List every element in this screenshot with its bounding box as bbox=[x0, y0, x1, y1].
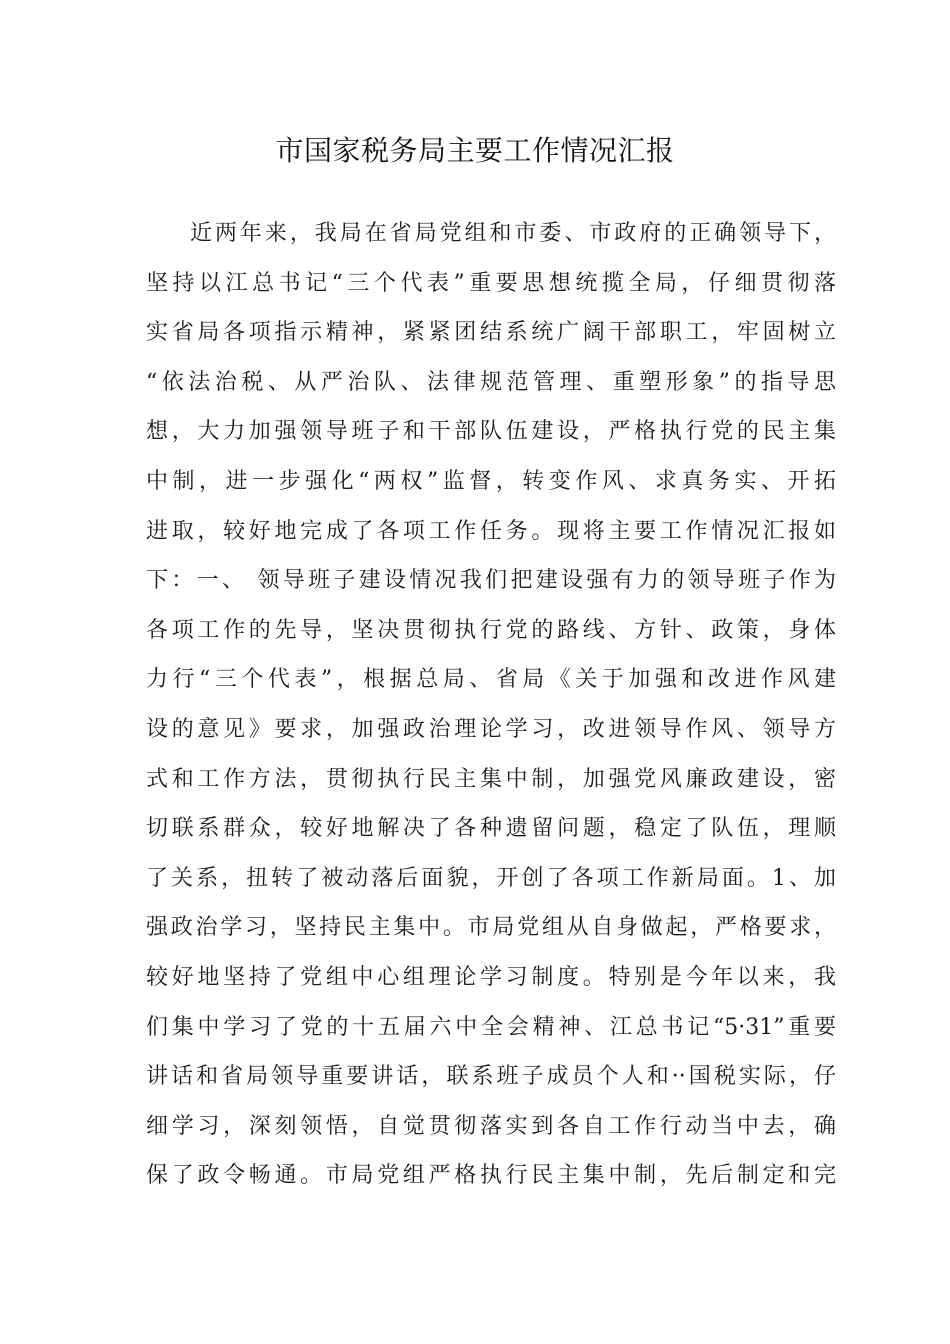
body-line: 实省局各项指示精神，紧紧团结系统广阔干部职工，牢固树立 bbox=[146, 320, 836, 346]
body-line: 力行“三个代表”，根据总局、省局《关于加强和改进作风建 bbox=[146, 667, 836, 693]
body-line: 下：一、 领导班子建设情况我们把建设强有力的领导班子作为 bbox=[146, 568, 836, 594]
body-line: 式和工作方法，贯彻执行民主集中制，加强党风廉政建设，密 bbox=[146, 766, 836, 792]
body-line: 细学习，深刻领悟，自觉贯彻落实到各自工作行动当中去，确 bbox=[146, 1113, 836, 1139]
body-line: 中制，进一步强化“两权”监督，转变作风、求真务实、开拓 bbox=[146, 468, 836, 494]
body-line: 强政治学习，坚持民主集中。市局党组从自身做起，严格要求， bbox=[146, 915, 836, 941]
body-line: 们集中学习了党的十五届六中全会精神、江总书记“5·31”重要 bbox=[146, 1014, 836, 1040]
body-line: “依法治税、从严治队、法律规范管理、重塑形象”的指导思 bbox=[146, 369, 836, 395]
body-line: 进取，较好地完成了各项工作任务。现将主要工作情况汇报如 bbox=[146, 518, 836, 544]
body-line: 设的意见》要求，加强政治理论学习，改进领导作风、领导方 bbox=[146, 716, 836, 742]
body-line: 较好地坚持了党组中心组理论学习制度。特别是今年以来，我 bbox=[146, 964, 836, 990]
document-title: 市国家税务局主要工作情况汇报 bbox=[275, 134, 675, 167]
body-line: 了关系，扭转了被动落后面貌，开创了各项工作新局面。1、加 bbox=[146, 865, 836, 891]
body-line: 坚持以江总书记“三个代表”重要思想统揽全局，仔细贯彻落 bbox=[146, 270, 836, 296]
body-line: 各项工作的先导，坚决贯彻执行党的路线、方针、政策，身体 bbox=[146, 617, 836, 643]
body-line: 保了政令畅通。市局党组严格执行民主集中制，先后制定和完 bbox=[146, 1163, 836, 1189]
body-line: 讲话和省局领导重要讲话，联系班子成员个人和··国税实际，仔 bbox=[146, 1064, 836, 1090]
body-line: 近两年来，我局在省局党组和市委、市政府的正确领导下， bbox=[190, 221, 836, 246]
body-line: 切联系群众，较好地解决了各种遗留问题，稳定了队伍，理顺 bbox=[146, 816, 836, 842]
body-line: 想，大力加强领导班子和干部队伍建设，严格执行党的民主集 bbox=[146, 419, 836, 445]
document-body bbox=[146, 209, 836, 1201]
